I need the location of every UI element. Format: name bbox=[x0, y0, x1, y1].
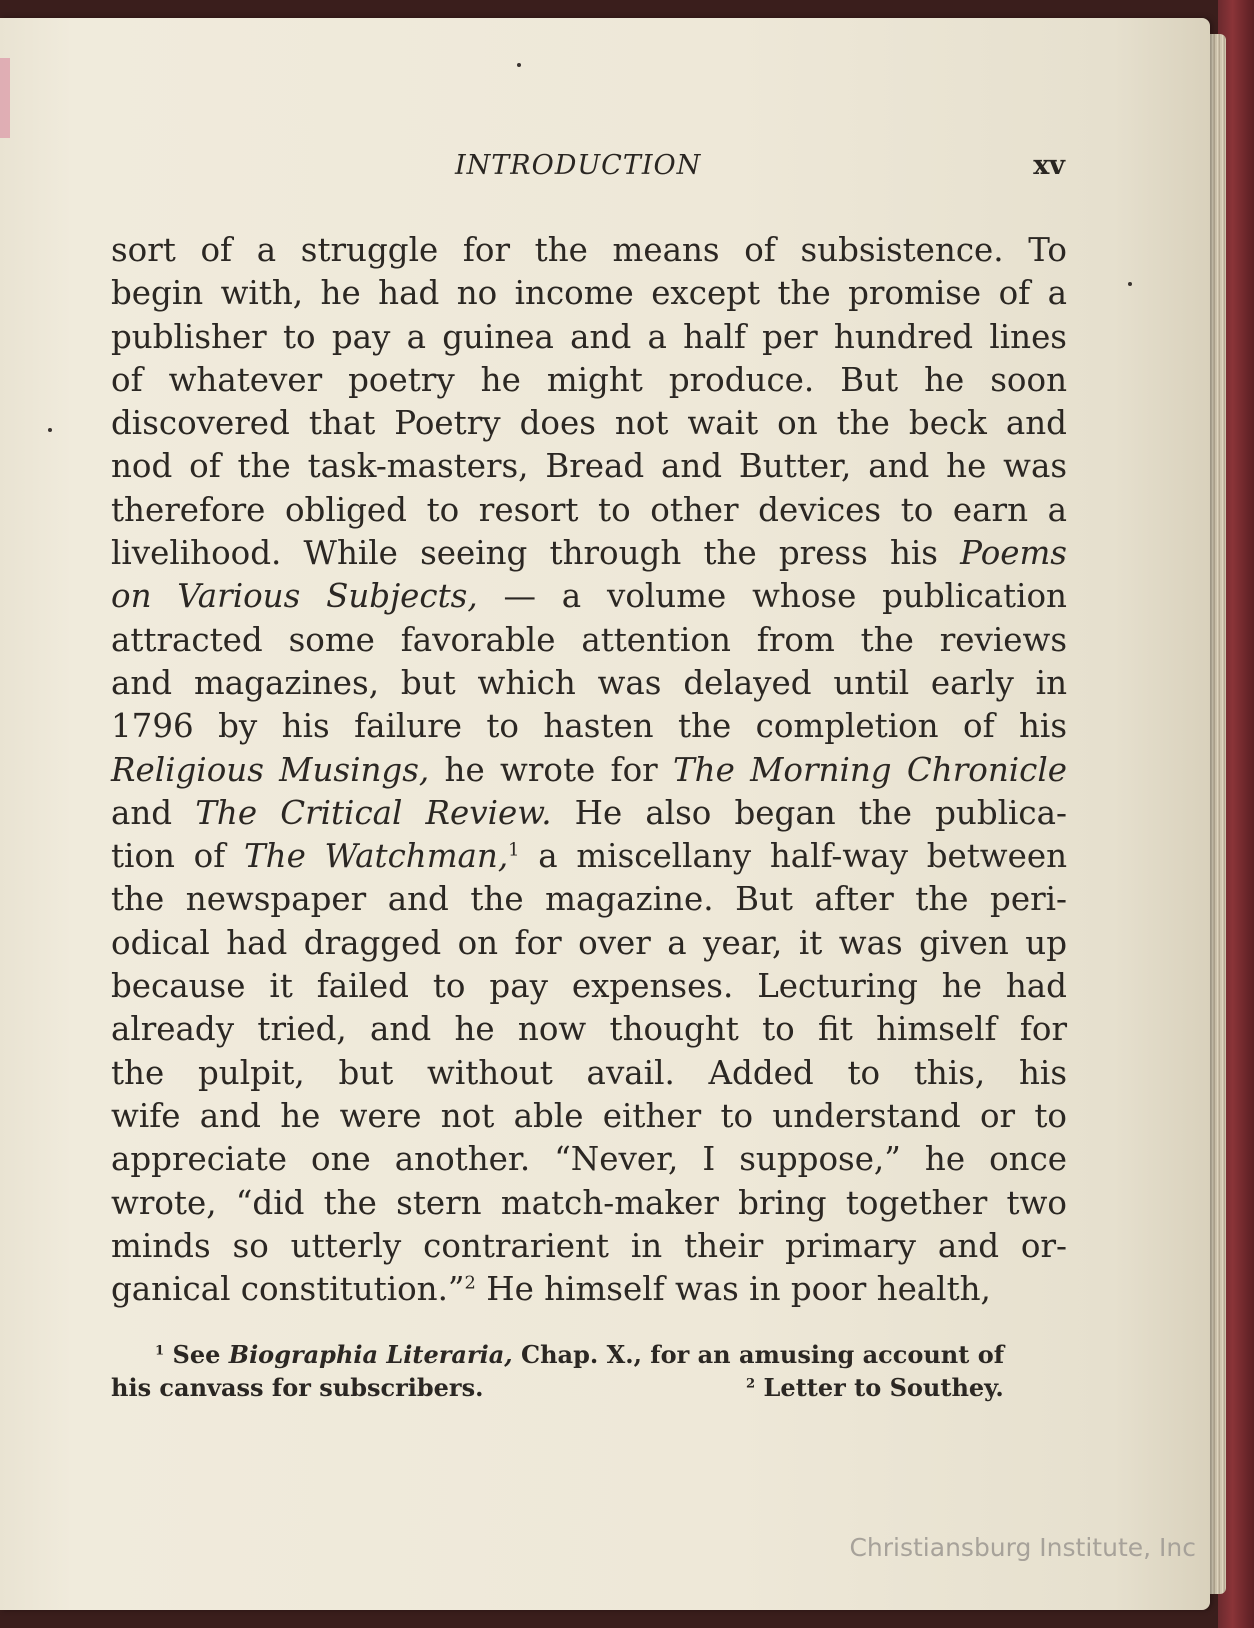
footnote-ref: 1 bbox=[508, 839, 520, 861]
text-line: of whatever poetry he might produce. But he soon bbox=[111, 360, 1067, 399]
text-line: 1796 by his failure to hasten the completion of his bbox=[111, 707, 1067, 746]
italic-title: The Critical Review. bbox=[195, 793, 552, 832]
text-segment: He himself was in poor health, bbox=[475, 1270, 991, 1309]
footnote-ref: 2 bbox=[464, 1272, 476, 1294]
italic-title: The Watchman, bbox=[244, 837, 509, 876]
text-line: the newspaper and the magazine. But after the peri- bbox=[111, 880, 1067, 919]
running-head-title: INTRODUCTION bbox=[455, 150, 702, 181]
page-number: xv bbox=[1033, 150, 1065, 181]
text-segment: See bbox=[164, 1340, 229, 1369]
footnote-1 bbox=[111, 1338, 1067, 1371]
text-segment: livelihood. While seeing through the press his bbox=[111, 534, 961, 573]
italic-title: The Morning Chronicle bbox=[673, 750, 1067, 789]
text-segment: he wrote for bbox=[429, 750, 673, 789]
text-line: appreciate one another. “Never, I suppose,” he once bbox=[111, 1140, 1067, 1179]
text-line: the pulpit, but without avail. Added to this, his bbox=[111, 1053, 1067, 1092]
text-line bbox=[111, 749, 1067, 792]
text-segment: tion of bbox=[111, 837, 244, 876]
text-line: and magazines, but which was delayed until early in bbox=[111, 663, 1067, 702]
italic-title: Religious Musings, bbox=[111, 750, 430, 789]
footnote-1-continued: his canvass for subscribers. bbox=[111, 1373, 484, 1402]
text-line bbox=[111, 532, 1067, 575]
text-segment: — a volume whose publication bbox=[477, 577, 1067, 616]
text-segment: ganical constitution.” bbox=[111, 1270, 465, 1309]
text-line: because it failed to pay expenses. Lecturing he had bbox=[111, 967, 1067, 1006]
text-segment: Letter to Southey. bbox=[755, 1373, 1004, 1402]
running-head bbox=[110, 150, 1065, 190]
text-line: therefore obliged to resort to other devices to earn a bbox=[111, 490, 1067, 529]
text-segment: and bbox=[111, 793, 196, 832]
text-segment: a miscellany half-way between bbox=[519, 837, 1068, 876]
text-line: sort of a struggle for the means of subsistence. To bbox=[111, 231, 1067, 269]
text-line: publisher to pay a guinea and a half per hundred lines bbox=[111, 317, 1067, 356]
text-segment: He also began the publica- bbox=[551, 793, 1067, 832]
text-line bbox=[111, 835, 1067, 878]
text-line bbox=[111, 575, 1067, 618]
footnote-2 bbox=[746, 1371, 1004, 1404]
watermark: Christiansburg Institute, Inc bbox=[849, 1533, 1196, 1562]
footnote-marker: 2 bbox=[746, 1376, 756, 1392]
page-stain bbox=[0, 58, 10, 138]
text-segment: Chap. X., for an amusing account of bbox=[512, 1340, 1005, 1369]
italic-title: Poems bbox=[960, 534, 1067, 573]
text-line: already tried, and he now thought to fit himself for bbox=[111, 1010, 1067, 1049]
text-line: wrote, “did the stern match-maker bring together two bbox=[111, 1183, 1067, 1222]
italic-title: on Various Subjects, bbox=[111, 577, 478, 616]
footnotes bbox=[111, 1338, 1067, 1404]
italic-title: Biographia Literaria, bbox=[228, 1340, 513, 1369]
speck bbox=[48, 428, 52, 432]
text-line: odical had dragged on for over a year, it was given up bbox=[111, 923, 1067, 962]
text-line bbox=[111, 1268, 1067, 1311]
speck bbox=[517, 63, 521, 67]
body-text bbox=[111, 229, 1067, 1311]
text-line: wife and he were not able either to understand or to bbox=[111, 1096, 1067, 1135]
text-line: minds so utterly contrarient in their primary and or- bbox=[111, 1226, 1067, 1265]
footnote-marker: 1 bbox=[155, 1343, 165, 1359]
text-line: attracted some favorable attention from the reviews bbox=[111, 620, 1067, 659]
text-line: discovered that Poetry does not wait on the beck and bbox=[111, 404, 1067, 443]
speck bbox=[1128, 282, 1132, 286]
text-line: begin with, he had no income except the promise of a bbox=[111, 274, 1067, 313]
text-line: nod of the task-masters, Bread and Butter, and he was bbox=[111, 447, 1067, 486]
text-line bbox=[111, 792, 1067, 835]
